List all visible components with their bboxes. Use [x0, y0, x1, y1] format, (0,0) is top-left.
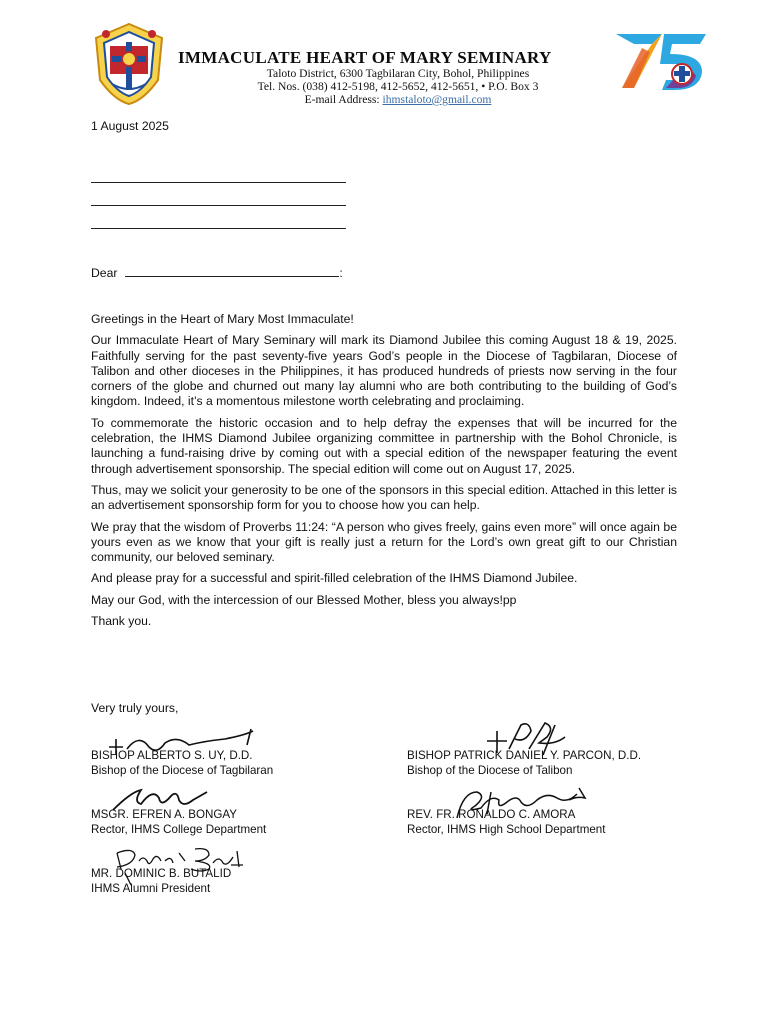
letter-body [91, 312, 677, 635]
signatory-name: BISHOP PATRICK DANIEL Y. PARCON, D.D. [407, 749, 642, 762]
signatory-title: Bishop of the Diocese of Tagbilaran [91, 763, 274, 777]
paragraph-jubilee: Our Immaculate Heart of Mary Seminary will mark its Diamond Jubilee this coming August 18 & 19, 2025. Faithfully serving for the past seventy-five years God’s people in the Diocese of Tagbilaran, Diocese of Talibon and other dioceses in the Philippines, it has produced hundreds of priests now serving in the four corners of the globe and churned out many lay alumni who are both contributing to the building of God’s kingdom. Indeed, it’s a momentous milestone worth celebrating and proclaiming. [91, 333, 677, 409]
letter-date: 1 August 2025 [91, 119, 169, 133]
signatory-title: Rector, IHMS High School Department [407, 822, 606, 836]
salutation [91, 264, 343, 280]
signatory-butalid [91, 867, 231, 896]
signatory-name: REV. FR. RONALDO C. AMORA [407, 808, 576, 821]
signature-butalid-icon [113, 845, 253, 889]
signature-uy-icon [105, 725, 255, 759]
signatory-bongay [91, 808, 266, 837]
signatory-name: MSGR. EFREN A. BONGAY [91, 808, 238, 821]
addressee-line-2[interactable] [91, 205, 346, 206]
signatory-amora [407, 808, 605, 837]
signature-parcon-icon [485, 719, 575, 759]
signatory-name: BISHOP ALBERTO S. UY, D.D. [91, 749, 253, 762]
paragraph-proverbs: We pray that the wisdom of Proverbs 11:24: “A person who gives freely, gains even more” will once again be yours even as we know that your gift is really just a return for the Lord’s own great gift to our Christian community, our beloved seminary. [91, 519, 677, 565]
email-label: E-mail Address: [304, 93, 380, 106]
addressee-line-3[interactable] [91, 228, 346, 229]
signature-bongay-icon [111, 782, 231, 816]
seminary-name: IMMACULATE HEART OF MARY SEMINARY [178, 48, 552, 67]
complimentary-close: Very truly yours, [91, 701, 179, 715]
paragraph-pray: And please pray for a successful and spirit-filled celebration of the IHMS Diamond Jubilee. [91, 571, 578, 586]
signatory-uy [91, 749, 273, 778]
signature-amora-icon [447, 782, 597, 826]
jubilee-75-logo [612, 30, 708, 92]
salutation-word: Dear [91, 266, 118, 280]
email-link[interactable]: ihmstaloto@gmail.com [382, 93, 492, 106]
seminary-email-line [178, 93, 618, 106]
seminary-address: Taloto District, 6300 Tagbilaran City, Bohol, Philippines [266, 67, 530, 80]
seminary-phones: Tel. Nos. (038) 412-5198, 412-5652, 412-5651, • P.O. Box 3 [257, 80, 539, 93]
salutation-blank[interactable] [125, 264, 339, 277]
paragraph-blessing: May our God, with the intercession of our Blessed Mother, bless you always!pp [91, 592, 517, 607]
addressee-line-1[interactable] [91, 182, 346, 183]
seminary-seal-logo [92, 22, 166, 106]
greeting: Greetings in the Heart of Mary Most Immaculate! [91, 312, 354, 326]
paragraph-solicit: Thus, may we solicit your generosity to be one of the sponsors in this special edition. Attached in this letter is an advertisement sponsorship form for you to choose how you can help. [91, 482, 677, 513]
paragraph-fundraising: To commemorate the historic occasion and to help defray the expenses that will be incurred for the celebration, the IHMS Diamond Jubilee organizing committee in partnership with the Bohol Chronicle, is launching a fund-raising drive by coming out with a special edition of the newspaper featuring the event through advertisement sponsorship. The special edition will come out on August 17, 2025. [91, 415, 677, 476]
signatory-name: MR. DOMINIC B. BUTALID [91, 867, 232, 880]
signatory-title: IHMS Alumni President [91, 881, 211, 895]
jubilee-numeral: 75 [613, 89, 615, 90]
signatory-parcon [407, 749, 641, 778]
signatory-title: Rector, IHMS College Department [91, 822, 267, 836]
salutation-colon: : [339, 266, 343, 280]
signatory-title: Bishop of the Diocese of Talibon [407, 763, 573, 777]
thank-you: Thank you. [91, 614, 152, 629]
